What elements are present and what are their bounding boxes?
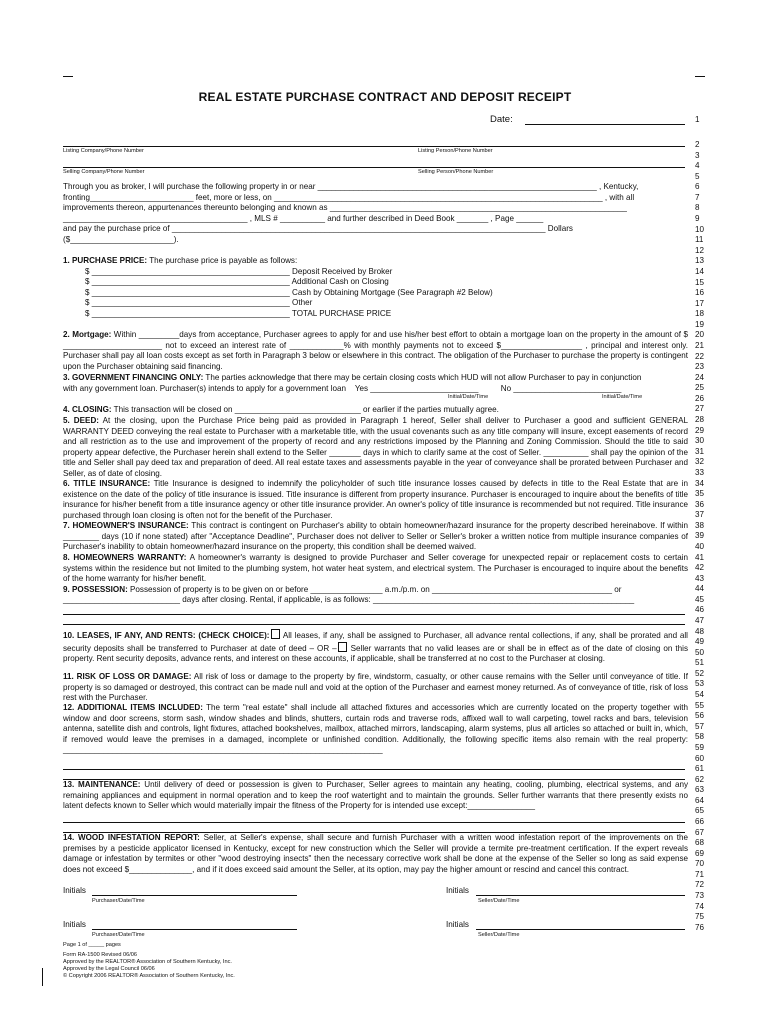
line-number: 55 [695,700,705,710]
line-number: 22 [695,351,705,361]
line-number: 2 [695,140,700,149]
purchaser-date-time-2: Purchaser/Date/Time [92,932,145,938]
line-number: 15 [695,277,705,287]
blank-line-65[interactable] [63,822,685,823]
footer-copyright: © Copyright 2006 REALTOR® Association of Southern Kentucky, Inc. [63,973,235,979]
property-known-as-line: improvements thereon, appurtenances thereunto belonging and known as __________________________________________________________________ [63,203,627,212]
price-row-deposit: $ ____________________________________________ Deposit Received by Broker [85,267,393,276]
initials-label-seller-2: Initials [446,920,469,929]
line-number: 52 [695,668,705,678]
price-row-total: $ ____________________________________________ TOTAL PURCHASE PRICE [85,309,392,318]
footer-approved-legal: Approved by the Legal Council 06/06 [63,966,155,972]
line-number: 30 [695,436,705,446]
line-number: 68 [695,838,705,848]
section-title-insurance: 6. TITLE INSURANCE: Title Insurance is designed to indemnify the policyholder of such title insurance losses caused by defects in title to the Real Estate that are in existence on the date of the policy of title insurance is issued. Title insurance is different from property insurance. Purchaser is encouraged to inquire about the benefits of title insurance for his/her benefit from a title insurance agency or other title insurance provider. An owner's policy of title insurance is recommended but not required. Title insurance purchased through loan closing is often not for the benefit of the Purchaser. [63,479,688,520]
purchaser-initials-field-2[interactable] [92,929,297,930]
property-deed-line: _________________________________________ , MLS # __________ and further described in Deed Book _______ , Page ______ [63,214,544,223]
corner-mark-right [695,76,705,77]
line-number: 26 [695,393,705,403]
line-number: 67 [695,827,705,837]
line-number: 27 [695,404,705,414]
line-number: 17 [695,298,705,308]
price-row-mortgage: $ ____________________________________________ Cash by Obtaining Mortgage (See Paragraph #2 Below) [85,288,493,297]
leases-assigned-checkbox[interactable] [271,629,280,639]
line-number: 32 [695,457,705,467]
seller-date-time-2: Seller/Date/Time [478,932,520,938]
line-number: 63 [695,785,705,795]
line-number: 20 [695,330,705,340]
line-number: 29 [695,425,705,435]
line-number: 44 [695,584,705,594]
section-deed: 5. DEED: At the closing, upon the Purchase Price being paid as provided in Paragraph 1 hereof, Seller shall deliver to Purchaser a good and sufficient GENERAL WARRANTY DEED conveying the real estate to Purchaser with a marketable title, with the usual covenants such as any title company will insure, except easements of record and all restriction as to the use and improvement of the property of record and any restrictions imposed by the Planning and Zoning Commission. Should the title to said property appear defective, the Purchaser herein shall extend to the Seller _______ days in which to clarify same at the cost of Seller. __________ shall pay the opinion of the title and Seller shall pay deed tax and preparation of deed. All real estate taxes and assessments payable in the year of conveyance shall be prorated between Purchaser and Seller, as of date of closing. [63,416,688,478]
line-number: 65 [695,806,705,816]
section-possession: 9. POSSESSION: Possession of property is to be given on or before ________________ a.m./p.m. on ________________________________________ or [63,585,622,594]
line-number: 46 [695,605,705,615]
no-leases-checkbox[interactable] [338,642,347,652]
line-number: 57 [695,721,705,731]
line-number: 16 [695,288,705,298]
property-frontage-line: fronting_______________________ feet, more or less, on _________________________________________________________________________ , with all [63,193,635,202]
line-number: 8 [695,203,700,213]
line-number: 47 [695,616,705,626]
footer-approved-realtor: Approved by the REALTOR® Association of Southern Kentucky, Inc. [63,959,232,965]
initial-date-time-yes: Initial/Date/Time [448,394,489,400]
seller-date-time-1: Seller/Date/Time [478,898,520,904]
line-number: 9 [695,214,700,224]
line-number: 24 [695,372,705,382]
line-number-column [695,140,715,933]
line-number: 5 [695,171,700,181]
line-number: 53 [695,679,705,689]
line-number: 66 [695,817,705,826]
line-number-1: 1 [695,115,700,124]
line-number: 70 [695,859,705,869]
line-number: 23 [695,362,705,372]
line-number: 50 [695,647,705,657]
listing-person-label: Listing Person/Phone Number [418,148,493,154]
blank-line-46[interactable] [63,614,685,615]
listing-company-label: Listing Company/Phone Number [63,148,144,154]
line-number: 21 [695,340,705,350]
seller-initials-field-2[interactable] [476,929,685,930]
line-number: 38 [695,520,705,530]
line-number: 10 [695,224,705,234]
page-title: REAL ESTATE PURCHASE CONTRACT AND DEPOSIT RECEIPT [198,90,572,104]
line-number: 61 [695,764,705,774]
line-number: 45 [695,594,705,604]
selling-field-line[interactable] [63,167,685,168]
line-number: 62 [695,774,705,784]
line-number: 58 [695,732,705,742]
seller-initials-field-1[interactable] [476,895,685,896]
line-number: 33 [695,467,705,477]
line-number: 43 [695,573,705,583]
line-number: 31 [695,446,705,456]
line-number: 48 [695,626,705,636]
price-row-other: $ ____________________________________________ Other [85,298,313,307]
line-number: 34 [695,478,705,488]
line-number: 25 [695,383,705,393]
line-number: 64 [695,795,705,805]
line-number: 59 [695,742,705,752]
price-row-additional-cash: $ ____________________________________________ Additional Cash on Closing [85,277,389,286]
margin-bar [42,968,43,986]
line-number: 42 [695,563,705,573]
possession-rental-line: __________________________ days after closing. Rental, if applicable, is as follows: __________________________________________________________ [63,595,635,604]
blank-line-60[interactable] [63,769,685,770]
purchase-price-words-line: and pay the purchase price of ___________________________________________________________________________________ Dollars [63,224,573,233]
government-loan-line: with any government loan. Purchaser(s) intends to apply for a government loan Yes ________________________ No ________________________ [63,384,622,393]
section-closing: 4. CLOSING: This transaction will be closed on ____________________________ or earlier if the parties mutually agree. [63,405,499,414]
section-homeowners-warranty: 8. HOMEOWNERS WARRANTY: A homeowner's warranty is designed to provide Purchaser and Seller coverage for unexpected repair or replacement costs to certain systems within the residence but not limited to the plumbing system, hot water heat system, and electrical system. The Purchaser is encouraged to inquire about the benefits of the home warranty for his/her benefit. [63,553,689,583]
initials-label-seller-1: Initials [446,886,469,895]
line-number: 18 [695,309,705,319]
line-number: 35 [695,489,705,499]
purchaser-initials-field-1[interactable] [92,895,297,896]
line-number: 71 [695,869,705,879]
initial-date-time-no: Initial/Date/Time [602,394,643,400]
line-number: 72 [695,880,705,890]
section-additional-items: 12. ADDITIONAL ITEMS INCLUDED: The term "real estate" shall include all attached fixtures and accessories which are currently located on the property together with window and door screens, storm sash, window shades and blinds, shutters, curtain rods and traverse rods, affixed wall to wall carpeting, towel racks and bars, television antenna, satellite dish and controls, light fixtures, attached bookshelves, mailbox, attached mirrors, landscaping, alarm systems, plus all articles so attached or built in, which, if removed would leave the premises in a damaged, incomplete or unfinished condition. Additionally, the following specific items also remain with the real property: _______________________________________________________________________ [63,703,689,754]
line-number: 69 [695,848,705,858]
line-number: 76 [695,922,705,932]
footer-form-number: Form RA-1500 Revised 06/06 [63,952,137,958]
line-number: 39 [695,531,705,541]
line-number: 73 [695,891,705,901]
listing-field-line[interactable] [63,146,685,147]
date-field[interactable] [525,124,685,125]
section-mortgage: 2. Mortgage: Within _________days from acceptance, Purchaser agrees to apply for and use his/her best effort to obtain a mortgage loan on the property in the amount of $ ______________________ not to exceed an interest rate of ____________% with monthly payments not to exceed $__________________ , principal and interest only. Purchaser shall pay all loan costs except as set forth in Paragraph 3 below or elsewhere in this contract. The obligation of the Purchaser to purchase the property is contingent upon the Purchaser obtaining said financing. [63,330,689,371]
section-homeowners-insurance: 7. HOMEOWNER'S INSURANCE: This contract is contingent on Purchaser's ability to obtain homeowner/hazard insurance for the property described hereinabove. If within ________ days (10 if none stated) after "Acceptance Deadline", Purchaser does not deliver to Seller or Seller's broker a written notice from multiple insurance companies of Purchaser's inability to obtain homeowner/hazard insurance on the property, this condition shall be deemed waived. [63,521,688,551]
footer-page-count: Page 1 of _____ pages [63,942,121,948]
line-number: 12 [695,245,705,255]
line-number: 13 [695,256,705,266]
line-number: 11 [695,235,704,245]
line-number: 40 [695,541,705,551]
section-wood-infestation: 14. WOOD INFESTATION REPORT: Seller, at Seller's expense, shall secure and furnish Purchaser with a written wood infestation report of the improvements on the premises by a pesticide applicator licensed in Kentucky, except for new construction which the Seller will provide a termite pre-treatment certification. If the expert reveals damage or infestation by termites or other "wood destroying insects" then the necessary corrective work shall be done at the expense of the Seller so long as said expense does not exceed $______________, and if it does exceed said amount the Seller, at its option, may pay the higher amount or rescind and cancel this contract. [63,833,689,874]
line-number: 36 [695,499,705,509]
purchaser-date-time-1: Purchaser/Date/Time [92,898,145,904]
line-number: 41 [695,552,705,562]
line-number: 54 [695,690,705,700]
date-label: Date: [490,114,513,125]
line-number: 56 [695,711,705,721]
blank-line-47[interactable] [63,624,685,625]
section-risk-of-loss: 11. RISK OF LOSS OR DAMAGE: All risk of loss or damage to the property by fire, windstorm, casualty, or other cause remains with the Seller until conveyance of title. If property is so damaged or destroyed, this contract can be made null and void at the option of the Purchaser and earnest money returned. As of conveyance of title, risk of loss rest with the Purchaser. [63,672,688,702]
selling-person-label: Selling Person/Phone Number [418,169,494,175]
purchase-price-figures-line: ($_______________________). [63,235,179,244]
line-number: 14 [695,266,705,276]
initials-label-purchaser-2: Initials [63,920,86,929]
line-number: 3 [695,150,700,160]
line-number: 6 [695,182,700,192]
line-number: 75 [695,912,705,922]
section-purchase-price: 1. PURCHASE PRICE: The purchase price is payable as follows: [63,256,298,265]
line-number: 37 [695,510,705,520]
selling-company-label: Selling Company/Phone Number [63,169,145,175]
line-number: 4 [695,161,700,171]
section-maintenance: 13. MAINTENANCE: Until delivery of deed or possession is given to Purchaser, Seller agrees to maintain any heating, cooling, plumbing, electrical systems, and any remaining appliances and equipment in normal operation and to keep the roof watertight and to maintain the grounds. Seller further warrants that there presently exists no latent defects known to Seller which would materially impair the fitness of the Property for is intended use except:_______________ [63,780,688,810]
line-number: 51 [695,658,705,668]
section-government-financing: 3. GOVERNMENT FINANCING ONLY: The parties acknowledge that there may be certain closing costs which HUD will not allow Purchaser to pay in conjunction [63,373,642,382]
line-number: 7 [695,192,700,202]
line-number: 28 [695,415,705,425]
footer-block [63,942,235,980]
line-number: 19 [695,319,705,329]
initials-label-purchaser-1: Initials [63,886,86,895]
line-number: 49 [695,637,705,647]
corner-mark-left [63,76,73,77]
line-number: 60 [695,753,705,763]
section-leases: 10. LEASES, IF ANY, AND RENTS: (CHECK CHOICE): All leases, if any, shall be assigned to Purchaser, all advance rental collections, if any, shall be prorated and all security deposits shall be transferred to Purchaser at date of deed – OR – Seller warrants that no valid leases are or shall be in effect as of the date of closing on this property. Rent security deposits, advance rents, and interest on these accounts, if applicable, shall be transferred at no cost to the Purchaser at closing. [63,631,688,663]
line-number: 74 [695,901,705,911]
property-location-line: Through you as broker, I will purchase the following property in or near ______________________________________________________________ , Kentucky, [63,182,639,191]
